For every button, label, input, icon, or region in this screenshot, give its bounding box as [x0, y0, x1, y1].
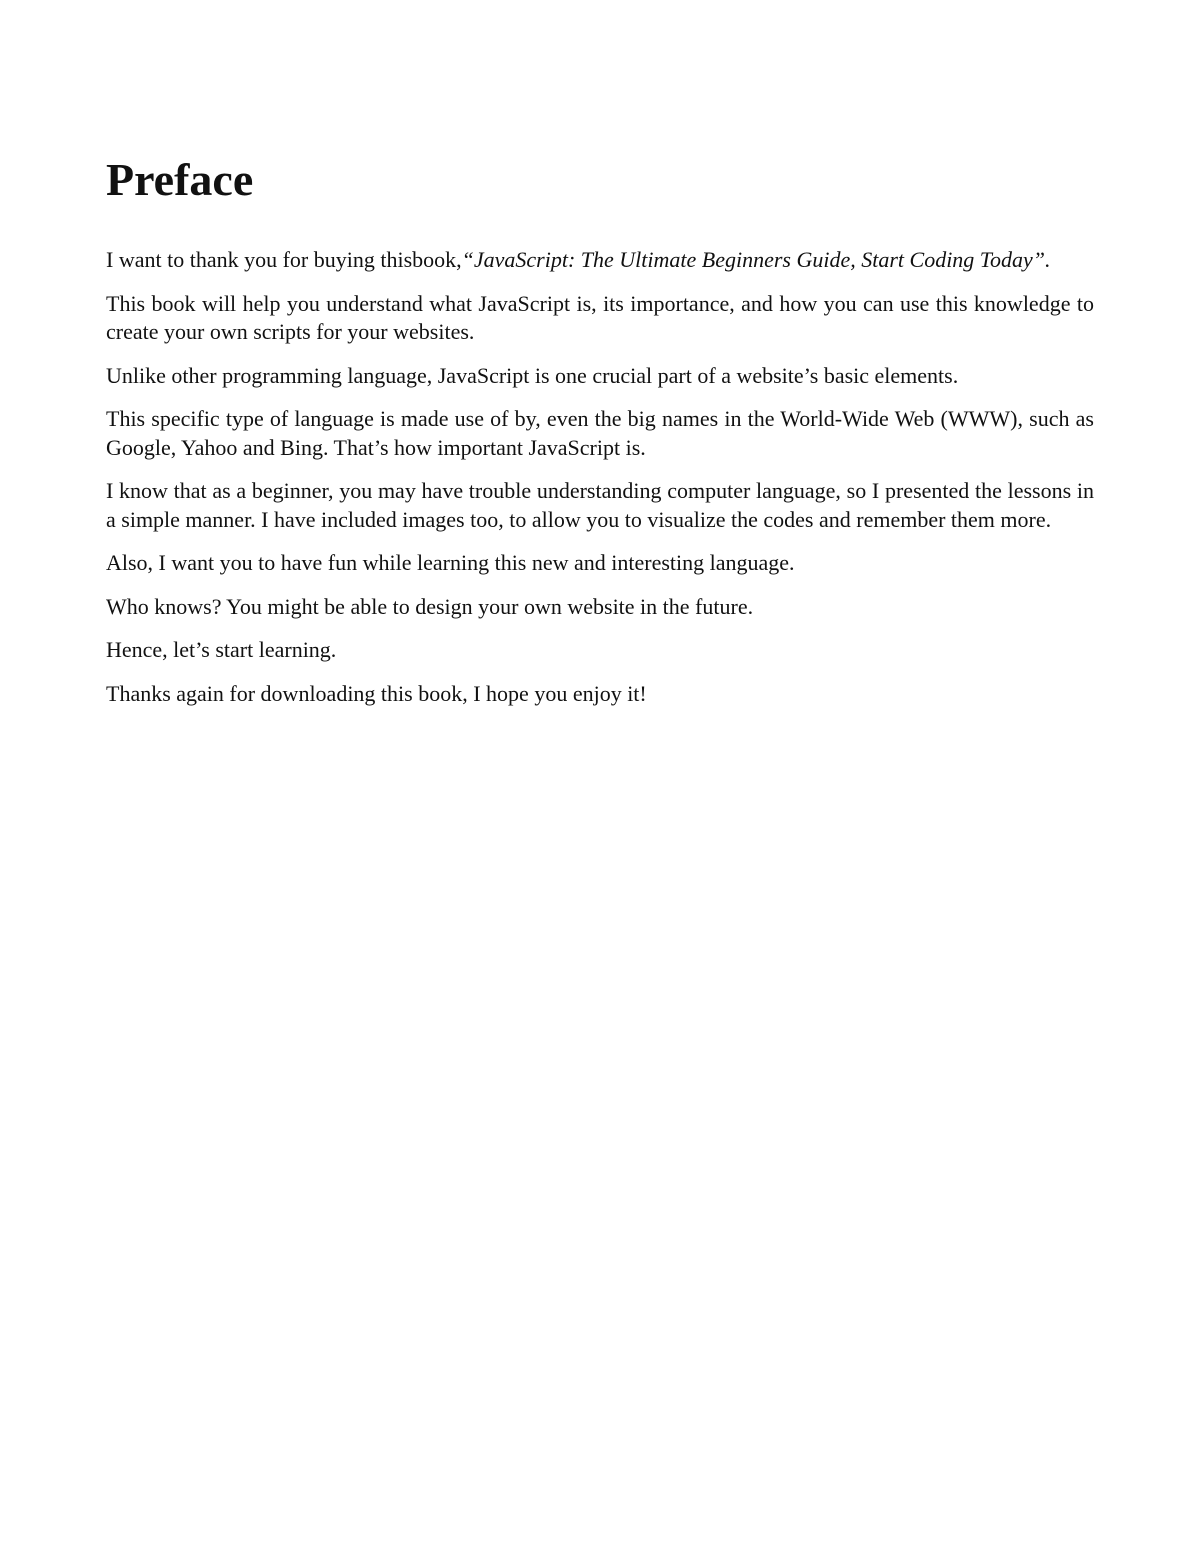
- paragraph-fun: Also, I want you to have fun while learning this new and interesting language.: [106, 550, 795, 575]
- paragraph-future: Who knows? You might be able to design your own website in the future.: [106, 593, 754, 619]
- paragraph-closing: Thanks again for downloading this book, I hope you enjoy it!: [106, 680, 647, 706]
- paragraph-purpose: This book will help you understand what JavaScript is, its importance, and how you can use this knowledge to create your own scripts for your websites.: [106, 290, 1094, 344]
- book-title-quote: “JavaScript: The Ultimate Beginners Guide, Start Coding Today”.: [461, 247, 1051, 272]
- paragraph-thanks: [106, 246, 1094, 275]
- page-title: Preface: [106, 154, 254, 205]
- document-page: [106, 150, 1094, 723]
- paragraph-thanks-lead: I want to thank you for buying thisbook,: [106, 247, 462, 272]
- paragraph-importance: Unlike other programming language, JavaScript is one crucial part of a website’s basic elements.: [106, 362, 959, 388]
- paragraph-big-names: This specific type of language is made use of by, even the big names in the World-Wide Web (WWW), such as Google, Yahoo and Bing. That’s how important JavaScript is.: [106, 406, 1094, 460]
- paragraph-start: Hence, let’s start learning.: [106, 637, 337, 662]
- paragraph-beginner: I know that as a beginner, you may have trouble understanding computer language, so I presented the lessons in a simple manner. I have included images too, to allow you to visualize the codes and remember them more.: [106, 478, 1094, 532]
